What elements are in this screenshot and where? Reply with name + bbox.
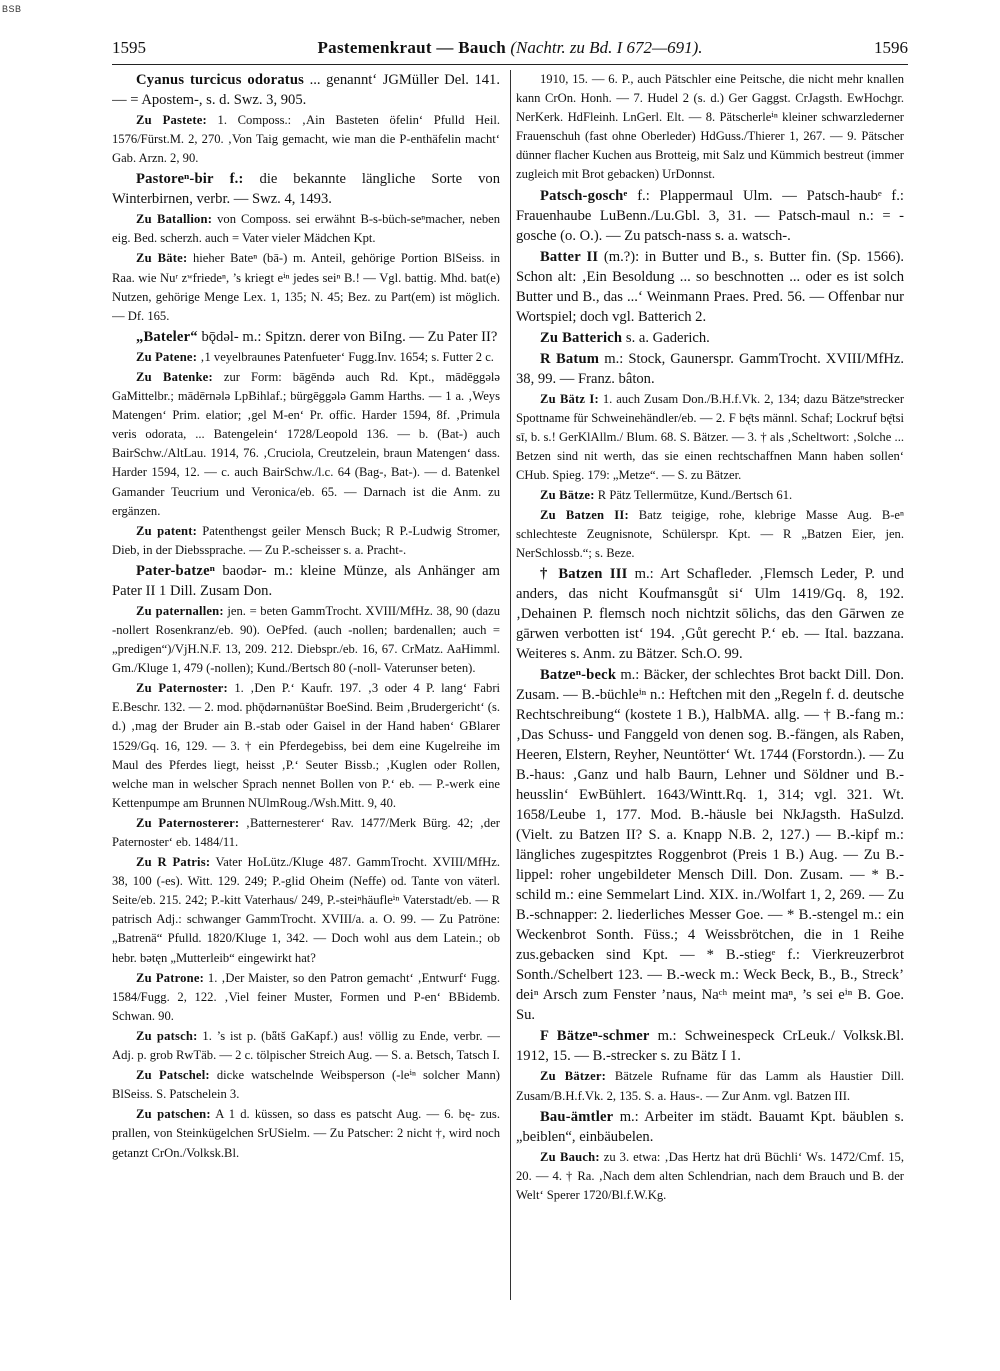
entry-headword: Zu patsch:: [136, 1028, 198, 1043]
entry-headword: Zu Bäte:: [136, 251, 188, 266]
entry-headword: Zu Bätzer:: [540, 1069, 607, 1084]
dictionary-entry: [112, 249, 500, 325]
dictionary-entry: [516, 349, 904, 389]
entry-text: Vater HoLütz./Kluge 487. GammTrocht. XVIII/MfHz. 38, 100 (-es). Witt. 129. 249; P.-glid Oheim (Neffe) od. Tante von väterl. Seite/eb. 215. 242; P.-kitt Vaterhaus/ 249, P.-steiⁿhäufleⁱⁿ Vaterstadt/eb. — R patrisch Adj.: schwanger GammTrocht. XVIII/a. a. O. 99. — Zu Patröne: „Batrenä“ Pfulld. 1820/Kluge 1, 342. — Doch wohl aus dem Latein.; ob hebr. bǝtęn „Mutterleib“ eingewirkt hat?: [112, 855, 500, 965]
dictionary-entry: [112, 327, 500, 347]
dictionary-entry: [516, 1026, 904, 1066]
entry-headword: Pater-batzeⁿ: [136, 562, 216, 579]
entry-text: m.: Art Schafleder. ‚Flemsch Leder, P. und anders, das nicht Koufmansgůt si‘ Ulm 1419/Gq. 8, 192. ‚Dehainen P. flemsch noch nichtzit sōlichs, das den Gārwen ze gārwen verbotten ist‘ 194. ‚Gůt gerecht P.‘ eb. — Ital. bazzana. Weiteres s. Anm. zu Bätzer. Sch.O. 99.: [516, 566, 904, 663]
running-title-sub: (Nachtr. zu Bd. I 672—691).: [510, 38, 703, 57]
dictionary-entry: [516, 70, 904, 185]
entry-headword: Zu Bauch:: [540, 1149, 600, 1164]
entry-headword: Zu paternallen:: [136, 603, 224, 618]
entry-headword: R Batum: [540, 350, 600, 367]
entry-headword: Zu patent:: [136, 523, 198, 538]
entry-text: Patenthengst geiler Mensch Buck; R P.-Ludwig Stromer, Dieb, in der Diebssprache. — Zu P.-scheisser s. a. Pracht-.: [112, 523, 500, 557]
dictionary-entry: [112, 111, 500, 168]
dictionary-entry: [516, 1067, 904, 1105]
page-number-right: 1596: [874, 38, 908, 57]
entry-text: Bätzele Rufname für das Lamm als Haustier Dill. Zusam/B.H.f.Vk. 2, 135. S. a. Haus-. — Zur Anm. vgl. Batzen III.: [516, 1069, 904, 1103]
entry-headword: Zu Patrone:: [136, 970, 205, 985]
dictionary-entry: [112, 969, 500, 1026]
entry-headword: Patsch-goschᵉ: [540, 187, 628, 204]
entry-text: f.: Plappermaul Ulm. — Patsch-haubᵉ f.: Frauenhaube LuBenn./Lu.Gbl. 3, 31. — Patsch-maul n.: = -gosche (o. O.). — Zu patsch-nass s. a. watsch-.: [516, 187, 904, 244]
dictionary-entry: [112, 679, 500, 813]
entry-text: jen. = beten GammTrocht. XVIII/MfHz. 38, 90 (dazu -nollert Rosenkranz/eb. 90). OePfed. (auch -nollen; bardenallen; auch = „predigen“)/VjH.N.F. 13, 209. 212. Diebspr./eb. 16, 67. CrMatz. AaHimml. Gm./Kluge 1, 479 (-nollen); Kund./Bertsch 80 (-noll- Vaterunser beten).: [112, 603, 500, 676]
entry-text: ‚Batternesterer‘ Rav. 1477/Merk Bürg. 42; ‚der Paternoster‘ eb. 1484/11.: [112, 815, 500, 849]
entry-text: zu 3. etwa: ‚Das Hertz hat drü Büchli‘ Ws. 1472/Cmf. 15, 20. — 4. † Ra. ‚Nach dem alten Schlendrian, nach dem Brauch und B. der Welt‘ Sperer 1720/Bl.f.W.Kg.: [516, 1149, 904, 1202]
entry-text: baodǝr- m.: kleine Münze, als Anhänger am Pater II 1 Dill. Zusam Don.: [112, 562, 500, 599]
dictionary-entry: [516, 328, 904, 348]
dictionary-entry: [112, 522, 500, 560]
dictionary-entry: [516, 186, 904, 246]
entry-headword: Batzeⁿ-beck: [540, 667, 617, 684]
dictionary-entry: [516, 247, 904, 327]
entry-headword: Zu Bätz I:: [540, 391, 599, 406]
entry-headword: Zu patschen:: [136, 1107, 211, 1122]
entry-text: 1. ‚Der Maister, so den Patron gemacht‘ ‚Entwurf‘ Fugg. 1584/Fugg. 2, 122. ‚Viel feiner Muster, Formen und P-en‘ BBidemb. Schwan. 90.: [112, 970, 500, 1023]
entry-text: die bekannte längliche Sorte von Winterbirnen, verbr. — Swz. 4, 1493.: [112, 171, 500, 208]
dictionary-entry: [516, 486, 904, 505]
entry-headword: Zu Paternoster:: [136, 681, 228, 696]
running-title: [112, 38, 908, 58]
dictionary-entry: [112, 348, 500, 367]
entry-text: 1. ‚Den P.‘ Kaufr. 197. ‚3 oder 4 P. lang‘ Fabri E.Beschr. 132. — 2. mod. phǭdǝrnǝnūštǝr BoeSind. Beim ‚Brudergericht‘ (s. d.) ‚mag der Bruder ain B.-stab oder Gaisel in der Hand haben‘ GBlarer 1529/Gq. 16, 129. — 3. † ein Pferdegebiss, bei dem eine Kugelreihe im Maul des Pferdes liegt, heisst ‚P.‘ Seuter Bissb.; ‚Kuglen oder Rollen, welche man in welscher Sprach nennet Bollen von P.‘ eb. — P.-werk eine Kettenpumpe am Brunnen NUlmRoug./Wsh.Mitt. 9, 40.: [112, 681, 500, 810]
entry-text: A 1 d. küssen, so dass es patscht Aug. — 6. bę- zus. prallen, von Steinkügelchen SrUSielm. — Zu Patscher: 2 nicht †, wird noch getanzt CrOn./Volksk.Bl.: [112, 1107, 500, 1160]
entry-text: dicke watschelnde Weibsperson (-leⁱⁿ solcher Mann) BlSeiss. S. Patschelein 3.: [112, 1068, 500, 1102]
dictionary-entry: [112, 561, 500, 601]
entry-headword: F Bätzeⁿ-schmer: [540, 1028, 650, 1045]
dictionary-entry: [112, 602, 500, 678]
dictionary-entry: [112, 814, 500, 852]
dictionary-entry: [112, 368, 500, 521]
dictionary-entry: [516, 1107, 904, 1147]
entry-headword: Zu Batterich: [540, 329, 623, 346]
dictionary-entry: [112, 70, 500, 110]
dictionary-entry: [112, 169, 500, 209]
entry-headword: Bau-ämtler: [540, 1108, 614, 1125]
header-rule: [112, 64, 908, 65]
left-column: [112, 70, 500, 1300]
entry-headword: Zu Batenke:: [136, 369, 213, 384]
running-header: [112, 38, 908, 64]
entry-text: m.: Bäcker, der schlechtes Brot backt Dill. Don. Zusam. — B.-büchleⁱⁿ n.: Heftchen mit den „Regeln f. d. deutsche Rechtschreibung“ (kostete 1 B.), HalbMA. allg. — † B.-fang m.: ‚Das Schuss- und Fanggeld von denen sog. B.-fängen, als Raben, Heeren, Elstern, Reyher, Neuntötter‘ Wt. 1744 (Forstordn.). — Zu B.-haus: ‚Ganz und halb Baurn, Lehner und Söldner und B.-heusslin‘ EwBühlert. 1643/Wintt.Rq. 1, 314; vgl. 321. Wt. 1658/Leube 1, 177. Mod. B.-häusle bei NkJagsth. HaSulzd. (Vielt. zu Batzen II? S. a. Knapp N.B. 2, 127.) — B.-kipf m.: längliches zugespitztes Roggenbrot (Preis 1 B.) Aug. — Zu B.-lippel: roher ungebildeter Mensch Dill. Don. Zusam. — * B.-schild m.: eine Semmelart Lind. XIX. in./Wolfart 1, 2, 269. — Zu B.-schnapper: 2. liederliches Messer Goe. — * B.-stengel m.: ein Weckenbrot Sonth. Füss.; 4 Weissbrötchen, die in 1 Reihe zus.gebacken sind Kpt. — * B.-stiegᵉ f.: Vierkreuzerbrot Sonth./Schelbert 123. — B.-weck m.: Weck Beck, B., B., Streck’ deiⁿ Arsch zum Fenster ’naus, Naᶜʰ meint maⁿ, ’s sei eⁱⁿ B. Goe. Su.: [516, 667, 904, 1024]
entry-text: R Pätz Tellermütze, Kund./Bertsch 61.: [597, 488, 793, 503]
entry-headword: Batter II: [540, 248, 599, 265]
entry-text: m.: Arbeiter im städt. Bauamt Kpt. bäublen s. „beiblen“, einbäubelen.: [516, 1108, 904, 1145]
page-number-left: 1595: [112, 38, 146, 57]
entry-text: 1. Composs.: ‚Ain Basteten öfelin‘ Pfulld Heil. 1576/Fürst.M. 2, 270. ‚Von Taig gemacht, wie man die P-enthäfelin macht‘ Gab. Arzn. 2, 90.: [112, 113, 500, 166]
entry-text: zur Form: bāgēndǝ auch Rd. Kpt., mādēggǝlǝ GaMittelbr.; mādērnǝlǝ LpBihlaf.; bürgēggǝlǝ Gamm Harths. — 1 a. ‚Weys Matengen‘ Prim. elatior; ‚gel M-en‘ Pr. offic. Harder 1594, 8f. ‚Primula veris odorata, ... Batengelein‘ 1728/Leopold 136. — b. (Bat-) auch BairSchw./AltLau. 1914, 76. ‚Cruciola, Creutzelein, braun Matengen‘ dass. Harder 1594, 12. — c. auch BairSchw./l.c. 64 (Bag-, Bat-). — d. Batenkel Gamander Teucrium und Veronica/eb. 65. — Darnach ist die Anm. zu ergänzen.: [112, 369, 500, 518]
entry-headword: Zu Bätze:: [540, 488, 595, 503]
right-column: [516, 70, 904, 1300]
entry-text: bǭdǝl- m.: Spitzn. derer von BiIng. — Zu Pater II?: [201, 328, 498, 345]
entry-headword: Zu Patene:: [136, 349, 198, 364]
dictionary-entry: [516, 506, 904, 563]
dictionary-entry: [516, 665, 904, 1025]
running-title-main: Pastemenkraut — Bauch: [317, 38, 507, 57]
entry-headword: Cyanus turcicus odoratus: [136, 72, 305, 88]
entry-headword: Zu R Patris:: [136, 855, 211, 870]
entry-text: 1. auch Zusam Don./B.H.f.Vk. 2, 134; dazu Bätzeⁿstrecker Spottname für Schweinehändler/eb. — 2. F bę̄ts männl. Schaf; Lockruf bę̄tsi sī, b. s.! GerKlAllm./ Blum. 68. S. Bätzer. — 3. † als ‚Scheltwort: ‚Solche ... Betzen sind nit werth, das sie einen rechtschaffnen Mann haben sollen‘ CHub. Spieg. 179: „Metze“. — S. zu Bätzer.: [516, 391, 904, 482]
entry-headword: Zu Batzen II:: [540, 508, 629, 523]
entry-text: m.: Schweinespeck CrLeuk./ Volksk.Bl. 1912, 15. — B.-strecker s. zu Bätz I 1.: [516, 1028, 904, 1065]
dictionary-entry: [516, 390, 904, 485]
entry-headword: Zu Paternosterer:: [136, 815, 240, 830]
dictionary-entry: [112, 210, 500, 248]
dictionary-entry: [112, 1027, 500, 1065]
library-stamp: BSB: [2, 4, 22, 14]
entry-headword: † Batzen III: [540, 566, 628, 583]
dictionary-entry: [112, 1066, 500, 1104]
dictionary-entry: [516, 1148, 904, 1205]
entry-text: von Composs. sei erwähnt B-s-büch-seⁿmacher, neben eig. Bed. scherzh. auch = Vater vieler Mädchen Kpt.: [112, 212, 500, 246]
dictionary-entry: [112, 1105, 500, 1162]
dictionary-entry: [112, 853, 500, 968]
entry-text: s. a. Gaderich.: [625, 329, 710, 346]
entry-headword: „Bateler“: [136, 328, 198, 345]
entry-headword: Zu Batallion:: [136, 212, 213, 227]
entry-headword: Zu Patschel:: [136, 1068, 210, 1083]
dictionary-entry: [516, 564, 904, 664]
entry-headword: Pastoreⁿ-bir f.:: [136, 171, 244, 188]
entry-text: 1. ’s ist p. (bǟtš GaKapf.) aus! völlig zu Ende, verbr. — Adj. p. grob RwTäb. — 2 c. tölpischer Streich Aug. — S. a. Betsch, Tatsch I.: [112, 1028, 500, 1063]
entry-text: (m.?): in Butter und B., s. Butter fin. (Sp. 1566). Schon alt: ‚Ein Besoldung ... so beschnotten ... oder es ist solch Butter und B., das ...‘ Weinmann Praes. Pred. 56. — Offenbar nur Wortspiel; doch vgl. Batterich 2.: [516, 248, 904, 325]
entry-headword: Zu Pastete:: [136, 113, 207, 127]
entry-text: ‚1 veyelbraunes Patenfueter‘ Fugg.Inv. 1654; s. Futter 2 c.: [200, 349, 494, 364]
entry-text: hieher Bateⁿ (bā-) m. Anteil, gehörige Portion BlSeiss. in Raa. wie Nuʳ zʷfriedeⁿ, ’s kriegt eⁱⁿ jedes seiⁿ B.! — Vgl. battig. Mhd. bat(e) Nutzen, gehörige Menge Lex. 1, 135; N. 45; Bez. zu Part(em) ist möglich. — Df. 165.: [112, 251, 500, 323]
entry-text: ... genannt‘ JGMüller Del. 141. — = Apostem-, s. d. Swz. 3, 905.: [112, 72, 500, 108]
column-divider: [510, 70, 511, 1300]
entry-text: 1910, 15. — 6. P., auch Pätschler eine Peitsche, die nicht mehr knallen kann CrOn. Honh. — 7. Hudel 2 (s. d.) Ger Gaggst. CrJagsth. EwHochgr. NerKerk. HdFleinh. LnGerl. Elt. — 8. Pätscherleⁱⁿ kleiner schwarzlederner Frauenschuh (fast ohne Oberleder) HdGuss./Thierer 1, 267. — 9. Pätscher dünner flacher Kuchen aus Brotteig, mit Salz und Kümmich bestreut (immer zugleich mit Brot gebacken) UrDonnst.: [516, 72, 904, 182]
entry-text: m.: Stock, Gaunerspr. GammTrocht. XVIII/MfHz. 38, 99. — Franz. bâton.: [516, 350, 904, 387]
entry-text: Batz teigige, rohe, klebrige Masse Aug. B-eⁿ schlechteste Zeugnisnote, Schülerspr. Kpt. — R „Batzen Eier, jen. NerSchlossb.“; s. Beze.: [516, 508, 904, 561]
